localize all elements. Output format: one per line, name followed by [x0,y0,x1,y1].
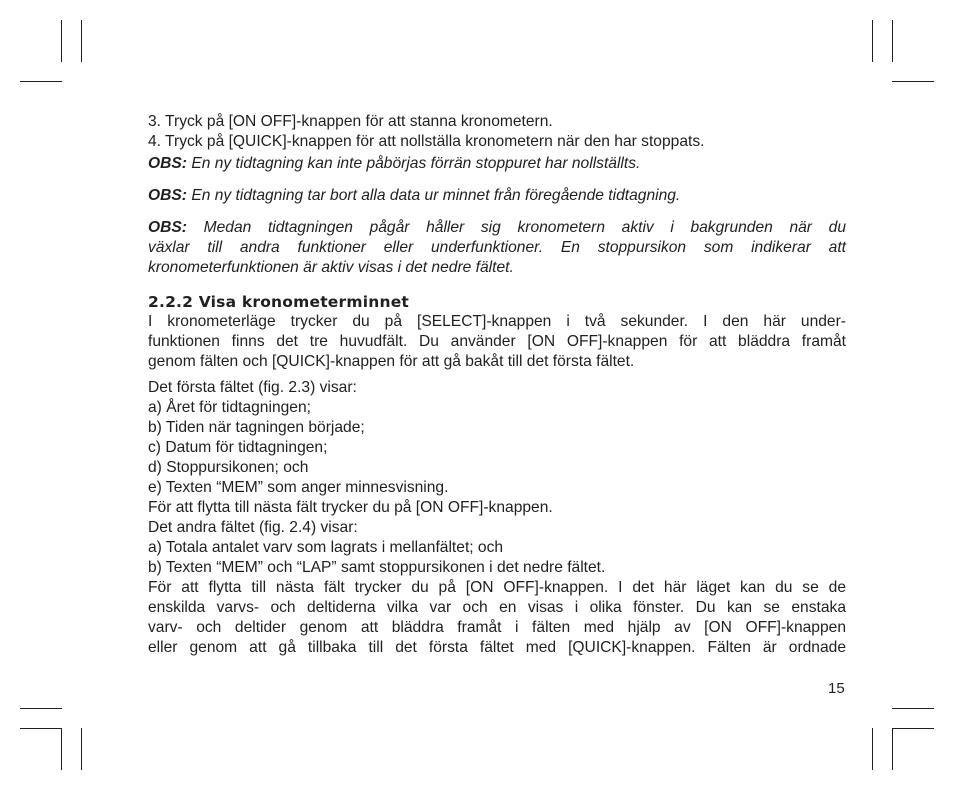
step-item: 4. Tryck på [QUICK]-knappen för att nollställa kronometern när den har stoppats. [148,133,705,150]
crop-mark [872,728,873,770]
note [148,154,846,174]
note-label: OBS: [148,187,187,204]
page-number: 15 [828,680,845,697]
list-item: a) Året för tidtagningen; [148,399,311,416]
note [148,186,846,206]
crop-mark [892,728,893,770]
paragraph-line: För att flytta till nästa fält trycker du på [ON OFF]-knappen. I det här läget kan du se de [148,579,846,596]
paragraph-line: I kronometerläge trycker du på [SELECT]-knappen i två sekunder. I den här under- [148,313,846,330]
note-label: OBS: [148,219,187,236]
field-title: Det andra fältet (fig. 2.4) visar: [148,519,358,536]
crop-mark [892,728,934,729]
step-item: 3. Tryck på [ON OFF]-knappen för att stanna kronometern. [148,113,553,130]
list-item: b) Texten “MEM” och “LAP” samt stoppursikonen i det nedre fältet. [148,559,606,576]
crop-mark [20,708,62,709]
note-text: En ny tidtagning kan inte påbörjas förrän stoppuret har nollställts. [191,155,641,172]
note [148,218,846,278]
paragraph-line: enskilda varvs- och deltiderna vilka var och en visas i olika fönster. Du kan se enstaka [148,599,846,616]
crop-mark [81,20,82,62]
note-text: växlar till andra funktioner eller underfunktioner. En stoppursikon som indikerar att [148,239,846,256]
crop-mark [61,20,62,62]
paragraph-line: eller genom att gå tillbaka till det första fältet med [QUICK]-knappen. Fälten är ordnade [148,639,846,656]
crop-mark [61,728,62,770]
crop-mark [872,20,873,62]
section-heading: 2.2.2 Visa kronometerminnet [148,293,410,311]
list-item: e) Texten “MEM” som anger minnesvisning. [148,479,449,496]
field-title: Det första fältet (fig. 2.3) visar: [148,379,357,396]
crop-mark [81,728,82,770]
crop-mark [20,81,62,82]
paragraph-line: varv- och deltider genom att bläddra framåt i fälten med hjälp av [ON OFF]-knappen [148,619,846,636]
paragraph-line: funktionen finns det tre huvudfält. Du använder [ON OFF]-knappen för att bläddra framåt [148,333,846,350]
paragraph-line: För att flytta till nästa fält trycker du på [ON OFF]-knappen. [148,499,553,516]
crop-mark [20,728,62,729]
crop-mark [892,708,934,709]
crop-mark [892,81,934,82]
list-item: b) Tiden när tagningen började; [148,419,365,436]
note-text: kronometerfunktionen är aktiv visas i det nedre fältet. [148,259,514,276]
crop-mark [892,20,893,62]
paragraph-line: genom fälten och [QUICK]-knappen för att gå bakåt till det första fältet. [148,353,635,370]
note-text: En ny tidtagning tar bort alla data ur minnet från föregående tidtagning. [191,187,681,204]
list-item: d) Stoppursikonen; och [148,459,309,476]
page-body [148,112,846,658]
list-item: a) Totala antalet varv som lagrats i mellanfältet; och [148,539,504,556]
note-label: OBS: [148,155,187,172]
note-text: Medan tidtagningen pågår håller sig kronometern aktiv i bakgrunden när du [203,219,846,236]
list-item: c) Datum för tidtagningen; [148,439,328,456]
section [148,292,846,658]
